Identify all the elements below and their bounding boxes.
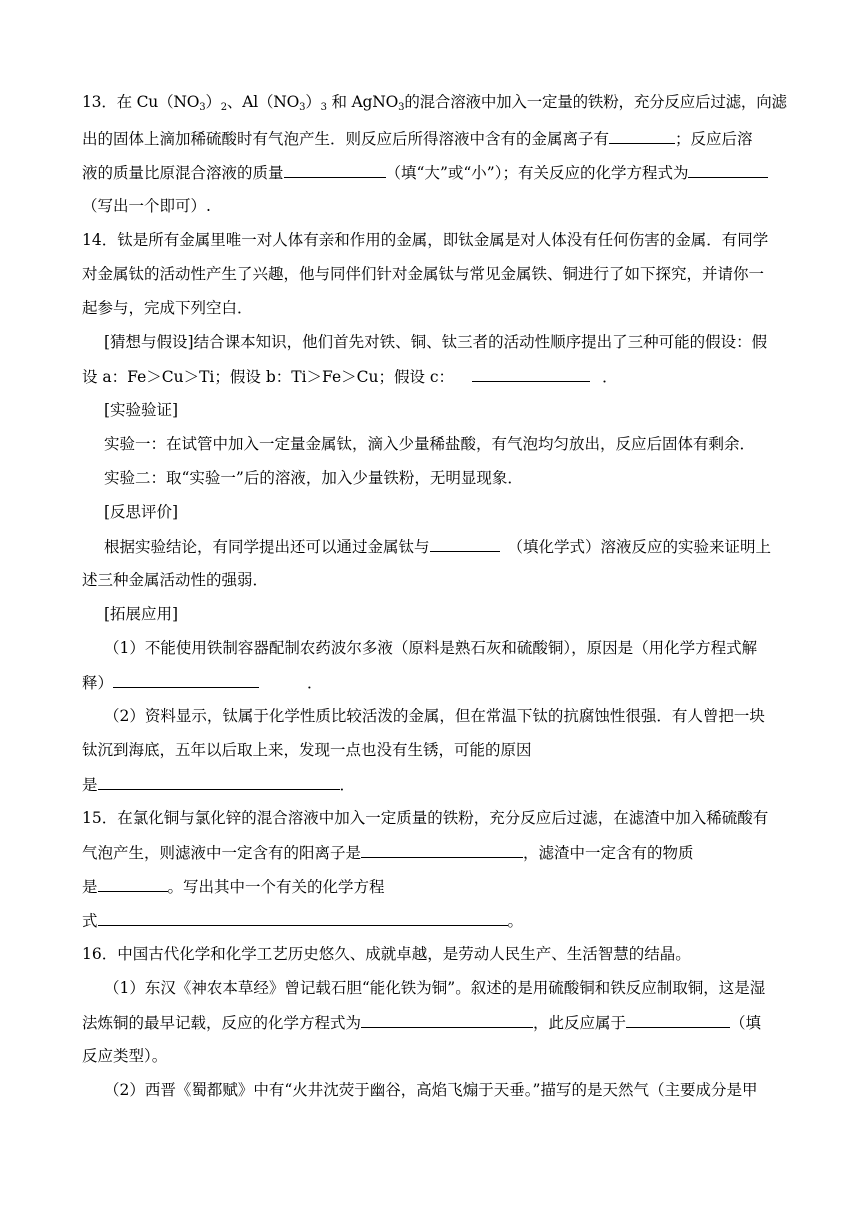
q13-text: 出的固体上滴加稀硫酸时有气泡产生．则反应后所得溶液中含有的金属离子有 [82,130,610,148]
q14-text: ． [602,368,618,386]
q13-text: 和 AgNO [326,93,399,111]
q14-text: 设 a：Fe＞Cu＞Ti；假设 b：Ti＞Fe＞Cu；假设 c： [82,368,455,386]
q15-text: ，滤渣中一定含有的物质 [523,844,694,862]
q14-line-13: （1）不能使用铁制容器配制农药波尔多液（原料是熟石灰和硫酸铜），原因是（用化学方程式解 [104,639,758,657]
q16-line-1: 16．中国古代化学和化学工艺历史悠久、成就卓越，是劳动人民生产、生活智慧的结晶。 [82,945,691,963]
answer-blank[interactable] [98,774,340,790]
answer-blank[interactable] [472,366,590,382]
answer-blank[interactable] [98,910,508,926]
q15-text: 是 [82,878,98,896]
q14-text: （填化学式）溶液反应的实验来证明上 [507,538,772,556]
q13-line-2 [82,128,753,149]
q14-line-5 [82,366,618,387]
q14-text: ． [307,674,323,692]
q14-line-2: 对金属钛的活动性产生了兴趣，他与同伴们针对金属钛与常见金属铁、铜进行了如下探究，并请你一 [82,265,765,283]
q14-line-3: 起参与，完成下列空白． [82,299,253,317]
answer-blank[interactable] [113,672,259,688]
answer-blank[interactable] [361,1012,533,1028]
subscript: 3 [299,102,306,113]
q16-line-4: 反应类型）。 [82,1047,168,1065]
q15-line-2 [82,842,694,863]
q14-line-8: 实验二：取“实验一”后的溶液，加入少量铁粉，无明显现象． [104,469,523,487]
q16-line-2: （1）东汉《神农本草经》曾记载石胆“能化铁为铜”。叙述的是用硫酸铜和铁反应制取铜，这是湿 [104,979,766,997]
q13-line-4: （写出一个即可）. [82,197,211,215]
q14-line-4: [猜想与假设]结合课本知识，他们首先对铁、铜、钛三者的活动性顺序提出了三种可能的假设：假 [104,333,768,351]
q13-text: ） [305,93,321,111]
q14-text: ． [339,776,356,794]
q14-section-heading: [拓展应用] [104,605,179,623]
q14-line-7: 实验一：在试管中加入一定量金属钛，滴入少量稀盐酸，有气泡均匀放出，反应后固体有剩余． [104,435,756,453]
q16-text: （填 [730,1014,762,1032]
answer-blank[interactable] [626,1012,730,1028]
q16-line-3 [82,1012,761,1033]
q13-text: ） [205,93,221,111]
answer-blank[interactable] [609,128,675,144]
q15-text: 气泡产生，则滤液中一定含有的阳离子是 [82,844,362,862]
q13-text: 的混合溶液中加入一定量的铁粉，充分反应后过滤，向滤 [404,93,787,111]
q14-section-heading: [实验验证] [104,401,179,419]
q14-line-14 [82,672,323,693]
q14-line-10 [104,536,771,557]
q14-text: 释） [82,674,114,692]
q15-line-3 [82,876,385,897]
answer-blank[interactable] [430,536,500,552]
q14-line-11: 述三种金属活动性的强弱． [82,571,269,589]
q13-text: 13．在 Cu（NO [82,93,200,111]
q14-line-16: 钛沉到海底，五年以后取上来，发现一点也没有生锈，可能的原因 [82,741,532,759]
q13-text: 、Al（NO [226,93,300,111]
q13-text: （填“大”或“小”）；有关反应的化学方程式为 [385,164,689,182]
q13-line-1 [82,92,787,112]
subscript: 3 [320,102,327,113]
q16-line-5: （2）西晋《蜀都赋》中有“火井沈荧于幽谷，高焰飞煽于天垂。”描写的是天然气（主要成分是甲 [104,1081,758,1099]
answer-blank[interactable] [361,842,523,858]
q13-text: 液的质量比原混合溶液的质量 [82,164,284,182]
q13-line-3 [82,162,768,183]
q15-line-4 [82,910,523,931]
q15-text: 式 [82,912,98,930]
answer-blank[interactable] [98,876,168,892]
q15-text: 。 [507,912,524,930]
subscript: 2 [220,102,227,113]
subscript: 3 [398,102,405,113]
subscript: 3 [199,102,206,113]
q15-text: 。写出其中一个有关的化学方程 [167,878,385,896]
q14-text: 根据实验结论，有同学提出还可以通过金属钛与 [104,538,430,556]
q14-section-heading: [反思评价] [104,503,179,521]
q14-text: 是 [82,776,98,794]
answer-blank[interactable] [688,162,768,178]
q16-text: 法炼铜的最早记载，反应的化学方程式为 [82,1014,362,1032]
answer-blank[interactable] [284,162,386,178]
q14-line-17 [82,774,355,795]
q14-line-1: 14．钛是所有金属里唯一对人体有亲和作用的金属，即钛金属是对人体没有任何伤害的金属．有同学 [82,231,769,249]
q16-text: ，此反应属于 [533,1014,627,1032]
q14-line-15: （2）资料显示，钛属于化学性质比较活泼的金属，但在常温下钛的抗腐蚀性很强．有人曾把一块 [104,707,765,725]
q13-text: ；反应后溶 [675,130,753,148]
q15-line-1: 15．在氯化铜与氯化锌的混合溶液中加入一定质量的铁粉，充分反应后过滤，在滤渣中加入稀硫酸有 [82,809,769,827]
